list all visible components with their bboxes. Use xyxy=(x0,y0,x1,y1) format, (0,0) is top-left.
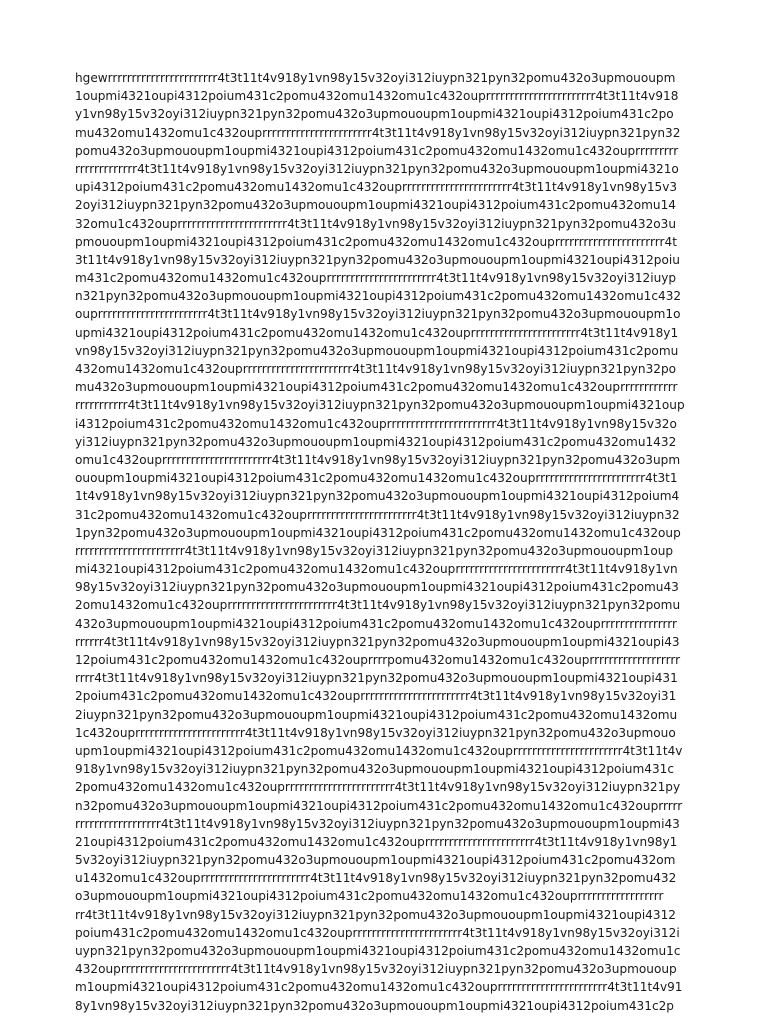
text-line: mi4321oupi4312poium431c2pomu432omu1432omu1c432ouprrrrrrrrrrrrrrrrrrrrrrr4t3t11t4v918y1vn xyxy=(75,562,678,577)
text-line: upmi4321oupi4312poium431c2pomu432omu1432omu1c432ouprrrrrrrrrrrrrrrrrrrrrrr4t3t11t4v918y1 xyxy=(75,325,679,340)
text-line: poium431c2pomu432omu1432omu1c432ouprrrrrrrrrrrrrrrrrrrrrrr4t3t11t4v918y1vn98y15v32oyi312i xyxy=(75,925,680,940)
text-line: rrrrrrrrrrrrrrrrrrrrrrr4t3t11t4v918y1vn98y15v32oyi312iuypn321pyn32pomu432o3upmououpm1oup xyxy=(75,543,674,558)
text-line: 1pyn32pomu432o3upmououpm1oupmi4321oupi4312poium431c2pomu432omu1432omu1c432oup xyxy=(75,525,681,540)
text-line: rr4t3t11t4v918y1vn98y15v32oyi312iuypn321pyn32pomu432o3upmououpm1oupmi4321oupi4312 xyxy=(75,907,676,922)
text-line: 2oyi312iuypn321pyn32pomu432o3upmououpm1oupmi4321oupi4312poium431c2pomu432omu14 xyxy=(75,198,676,213)
text-line: omu1c432ouprrrrrrrrrrrrrrrrrrrrrrr4t3t11t4v918y1vn98y15v32oyi312iuypn321pyn32pomu432o3upm xyxy=(75,452,681,467)
text-line: 98y15v32oyi312iuypn321pyn32pomu432o3upmououpm1oupmi4321oupi4312poium431c2pomu43 xyxy=(75,580,679,595)
text-line: n32pomu432o3upmououpm1oupmi4321oupi4312poium431c2pomu432omu1432omu1c432ouprrrrr xyxy=(75,798,683,813)
text-line: 2omu1432omu1c432ouprrrrrrrrrrrrrrrrrrrrrrr4t3t11t4v918y1vn98y15v32oyi312iuypn321pyn32pomu xyxy=(75,598,681,613)
text-line: ouprrrrrrrrrrrrrrrrrrrrrrr4t3t11t4v918y1vn98y15v32oyi312iuypn321pyn32pomu432o3upmououpm1o xyxy=(75,307,681,322)
text-line: yi312iuypn321pyn32pomu432o3upmououpm1oupmi4321oupi4312poium431c2pomu432omu1432 xyxy=(75,434,677,449)
text-line: vn98y15v32oyi312iuypn321pyn32pomu432o3upmououpm1oupmi4321oupi4312poium431c2pomu xyxy=(75,343,679,358)
text-line: 432omu1432omu1c432ouprrrrrrrrrrrrrrrrrrrrrrr4t3t11t4v918y1vn98y15v32oyi312iuypn321pyn32po xyxy=(75,362,677,376)
text-line: 1c432ouprrrrrrrrrrrrrrrrrrrrrrr4t3t11t4v918y1vn98y15v32oyi312iuypn321pyn32pomu432o3upmouo xyxy=(75,725,676,740)
text-line: mu432omu1432omu1c432ouprrrrrrrrrrrrrrrrrrrrrrr4t3t11t4v918y1vn98y15v32oyi312iuypn321pyn32 xyxy=(75,125,681,140)
text-line: 3t11t4v918y1vn98y15v32oyi312iuypn321pyn32pomu432o3upmououpm1oupmi4321oupi4312poiu xyxy=(75,252,680,267)
text-line: rrrrrrrrrrr4t3t11t4v918y1vn98y15v32oyi312iuypn321pyn32pomu432o3upmououpm1oupmi4321oup xyxy=(75,398,685,413)
text-line: 5v32oyi312iuypn321pyn32pomu432o3upmououpm1oupmi4321oupi4312poium431c2pomu432om xyxy=(75,853,676,868)
text-line: i4312poium431c2pomu432omu1432omu1c432ouprrrrrrrrrrrrrrrrrrrrrrr4t3t11t4v918y1vn98y15v32o xyxy=(75,416,677,431)
text-line: 8y1vn98y15v32oyi312iuypn321pyn32pomu432o3upmououpm1oupmi4321oupi4312poium431c2p xyxy=(75,998,674,1013)
document-body-text xyxy=(75,69,695,1015)
text-line: 2pomu432omu1432omu1c432ouprrrrrrrrrrrrrrrrrrrrrrr4t3t11t4v918y1vn98y15v32oyi312iuypn321py xyxy=(75,780,681,795)
text-line: m431c2pomu432omu1432omu1c432ouprrrrrrrrrrrrrrrrrrrrrrr4t3t11t4v918y1vn98y15v32oyi312iuyp xyxy=(75,271,677,286)
text-line: upi4312poium431c2pomu432omu1432omu1c432ouprrrrrrrrrrrrrrrrrrrrrrr4t3t11t4v918y1vn98y15v3 xyxy=(75,180,678,195)
text-line: 2iuypn321pyn32pomu432o3upmououpm1oupmi4321oupi4312poium431c2pomu432omu1432omu xyxy=(75,707,678,722)
text-line: o3upmououpm1oupmi4321oupi4312poium431c2pomu432omu1432omu1c432ouprrrrrrrrrrrrrrrrrr xyxy=(75,889,664,904)
text-line: hgewrrrrrrrrrrrrrrrrrrrrrrr4t3t11t4v918y1vn98y15v32oyi312iuypn321pyn32pomu432o3upmououpm xyxy=(75,71,676,85)
text-line: pomu432o3upmououpm1oupmi4321oupi4312poium431c2pomu432omu1432omu1c432ouprrrrrrrrr xyxy=(75,143,679,158)
text-line: mu432o3upmououpm1oupmi4321oupi4312poium431c2pomu432omu1432omu1c432ouprrrrrrrrrrrr xyxy=(75,380,678,395)
text-line: n321pyn32pomu432o3upmououpm1oupmi4321oupi4312poium431c2pomu432omu1432omu1c432 xyxy=(75,289,682,304)
text-line: y1vn98y15v32oyi312iuypn321pyn32pomu432o3upmououpm1oupmi4321oupi4312poium431c2po xyxy=(75,107,674,122)
text-line: uypn321pyn32pomu432o3upmououpm1oupmi4321oupi4312poium431c2pomu432omu1432omu1c xyxy=(75,944,681,958)
text-line: 432ouprrrrrrrrrrrrrrrrrrrrrrr4t3t11t4v918y1vn98y15v32oyi312iuypn321pyn32pomu432o3upmououp xyxy=(75,962,677,977)
text-line: 21oupi4312poium431c2pomu432omu1432omu1c432ouprrrrrrrrrrrrrrrrrrrrrrr4t3t11t4v918y1vn98y1 xyxy=(75,834,678,849)
text-line: upm1oupmi4321oupi4312poium431c2pomu432omu1432omu1c432ouprrrrrrrrrrrrrrrrrrrrrrr4t3t11t4v xyxy=(75,743,683,758)
text-line: 432o3upmououpm1oupmi4321oupi4312poium431c2pomu432omu1432omu1c432ouprrrrrrrrrrrrrrrr xyxy=(75,616,678,631)
text-line: m1oupmi4321oupi4312poium431c2pomu432omu1432omu1c432ouprrrrrrrrrrrrrrrrrrrrrrr4t3t11t4v91 xyxy=(75,980,683,995)
text-line: rrrr4t3t11t4v918y1vn98y15v32oyi312iuypn321pyn32pomu432o3upmououpm1oupmi4321oupi431 xyxy=(75,671,678,686)
text-line: 31c2pomu432omu1432omu1c432ouprrrrrrrrrrrrrrrrrrrrrrr4t3t11t4v918y1vn98y15v32oyi312iuypn32 xyxy=(75,507,680,522)
text-line: 32omu1c432ouprrrrrrrrrrrrrrrrrrrrrrr4t3t11t4v918y1vn98y15v32oyi312iuypn321pyn32pomu432o3u xyxy=(75,216,677,231)
text-line: 12poium431c2pomu432omu1432omu1c432ouprrrrpomu432omu1432omu1c432ouprrrrrrrrrrrrrrrrrrr xyxy=(75,653,681,667)
text-line: rrrrrr4t3t11t4v918y1vn98y15v32oyi312iuypn321pyn32pomu432o3upmououpm1oupmi4321oupi43 xyxy=(75,634,680,649)
text-line: 1oupmi4321oupi4312poium431c2pomu432omu1432omu1c432ouprrrrrrrrrrrrrrrrrrrrrrr4t3t11t4v918 xyxy=(75,89,679,104)
text-line: ououpm1oupmi4321oupi4312poium431c2pomu432omu1432omu1c432ouprrrrrrrrrrrrrrrrrrrrrrr4t3t1 xyxy=(75,471,678,486)
text-line: rrrrrrrrrrrrrrrrrr4t3t11t4v918y1vn98y15v32oyi312iuypn321pyn32pomu432o3upmououpm1oupmi43 xyxy=(75,816,680,831)
text-line: 918y1vn98y15v32oyi312iuypn321pyn32pomu432o3upmououpm1oupmi4321oupi4312poium431c xyxy=(75,762,674,777)
text-line: 2poium431c2pomu432omu1432omu1c432ouprrrrrrrrrrrrrrrrrrrrrrr4t3t11t4v918y1vn98y15v32oyi31 xyxy=(75,689,677,704)
text-line: 1t4v918y1vn98y15v32oyi312iuypn321pyn32pomu432o3upmououpm1oupmi4321oupi4312poium4 xyxy=(75,489,680,504)
text-line: u1432omu1c432ouprrrrrrrrrrrrrrrrrrrrrrr4t3t11t4v918y1vn98y15v32oyi312iuypn321pyn32pomu432 xyxy=(75,871,677,886)
text-line: pmououpm1oupmi4321oupi4312poium431c2pomu432omu1432omu1c432ouprrrrrrrrrrrrrrrrrrrrrrr4t xyxy=(75,234,677,249)
text-line: rrrrrrrrrrrrr4t3t11t4v918y1vn98y15v32oyi312iuypn321pyn32pomu432o3upmououpm1oupmi4321o xyxy=(75,161,679,176)
